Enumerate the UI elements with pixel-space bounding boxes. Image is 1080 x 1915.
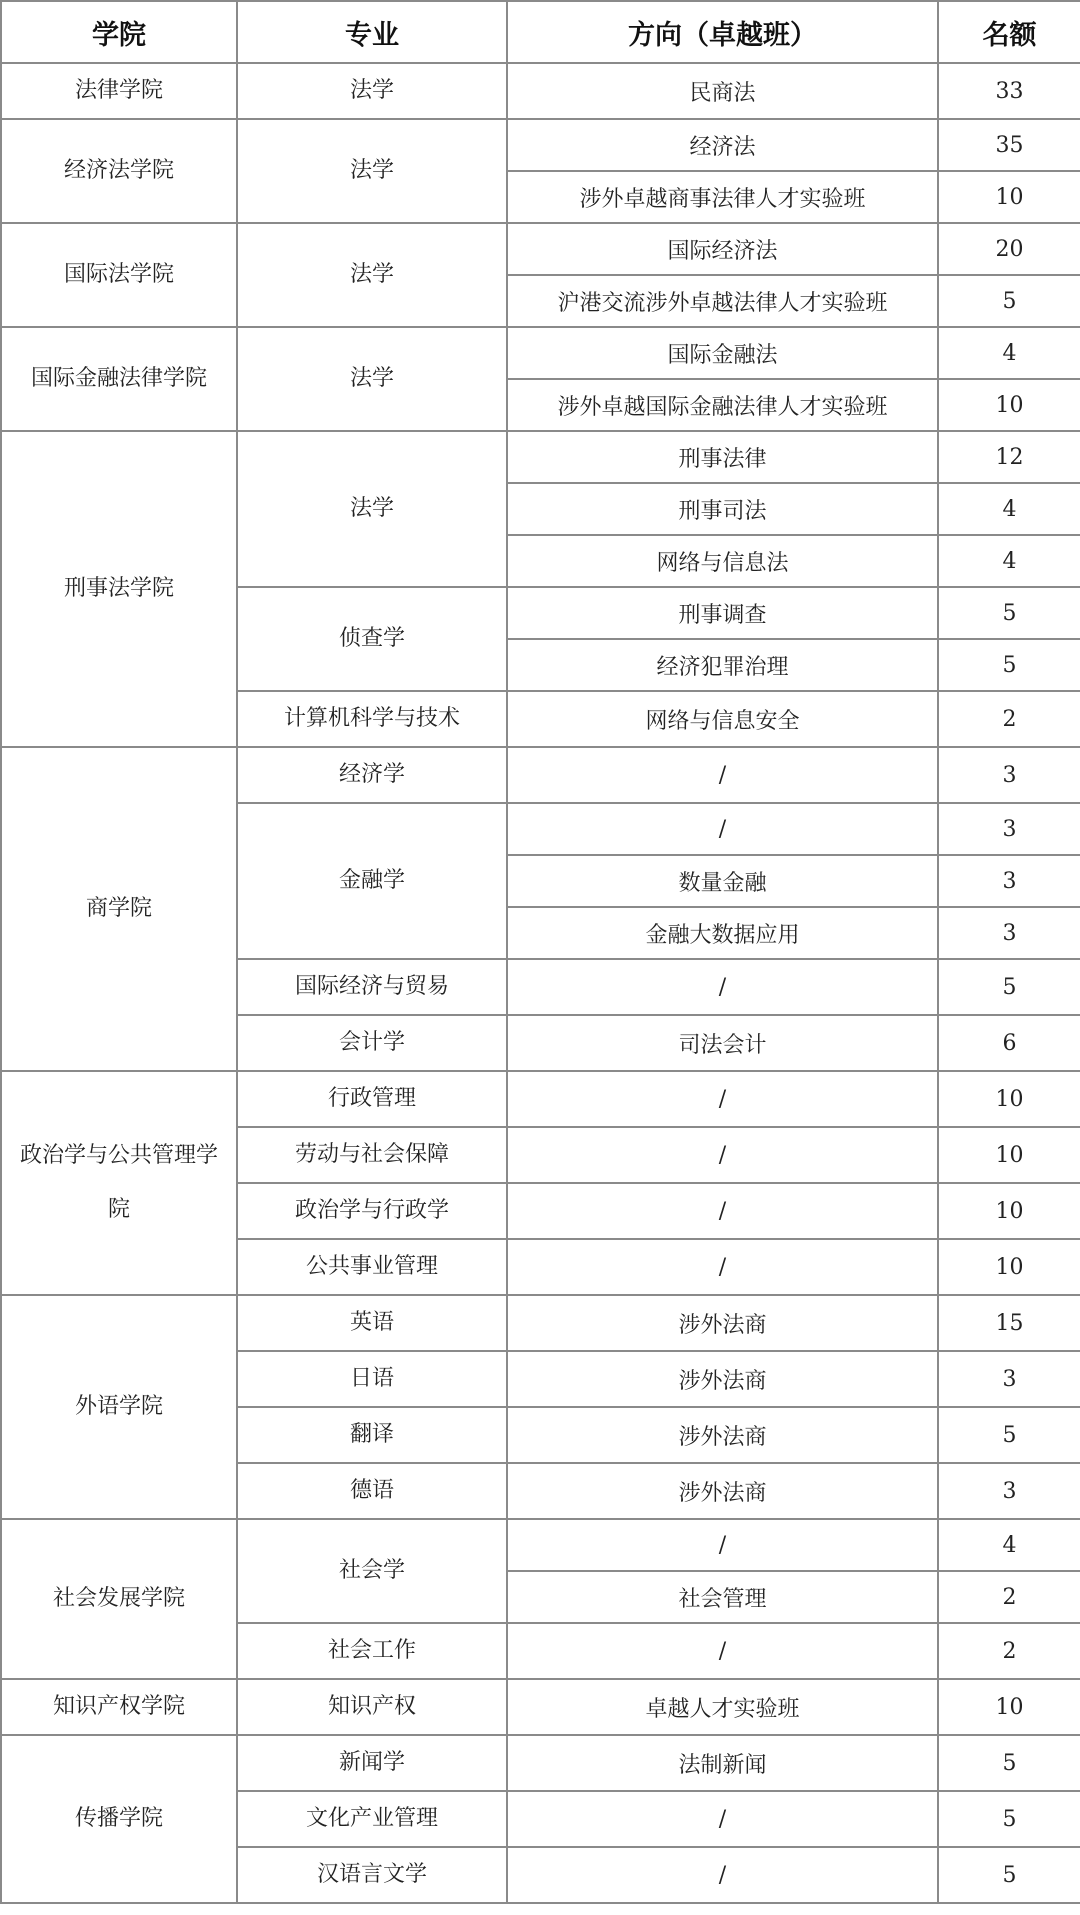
quota-cell: 5 bbox=[938, 1791, 1080, 1847]
quota-cell: 5 bbox=[938, 639, 1080, 691]
quota-cell: 15 bbox=[938, 1295, 1080, 1351]
direction-cell: 卓越人才实验班 bbox=[507, 1679, 938, 1735]
direction-cell: / bbox=[507, 803, 938, 855]
college-cell: 刑事法学院 bbox=[1, 431, 237, 747]
college-cell: 经济法学院 bbox=[1, 119, 237, 223]
quota-cell: 10 bbox=[938, 379, 1080, 431]
direction-cell: / bbox=[507, 1791, 938, 1847]
major-cell: 社会学 bbox=[237, 1519, 507, 1623]
header-college: 学院 bbox=[1, 1, 237, 63]
direction-cell: / bbox=[507, 747, 938, 803]
direction-cell: / bbox=[507, 1127, 938, 1183]
header-quota: 名额 bbox=[938, 1, 1080, 63]
college-cell: 政治学与公共管理学院 bbox=[1, 1071, 237, 1295]
direction-cell: 金融大数据应用 bbox=[507, 907, 938, 959]
major-cell: 社会工作 bbox=[237, 1623, 507, 1679]
quota-cell: 5 bbox=[938, 275, 1080, 327]
direction-cell: 经济犯罪治理 bbox=[507, 639, 938, 691]
table-row bbox=[1, 1679, 1080, 1735]
header-row bbox=[1, 1, 1080, 63]
table-row bbox=[1, 1295, 1080, 1351]
direction-cell: 涉外法商 bbox=[507, 1295, 938, 1351]
quota-cell: 10 bbox=[938, 1071, 1080, 1127]
major-cell: 会计学 bbox=[237, 1015, 507, 1071]
direction-cell: / bbox=[507, 1239, 938, 1295]
college-cell: 社会发展学院 bbox=[1, 1519, 237, 1679]
direction-cell: / bbox=[507, 1519, 938, 1571]
quota-cell: 20 bbox=[938, 223, 1080, 275]
table-row bbox=[1, 1735, 1080, 1791]
major-cell: 英语 bbox=[237, 1295, 507, 1351]
direction-cell: / bbox=[507, 1623, 938, 1679]
header-major: 专业 bbox=[237, 1, 507, 63]
major-cell: 法学 bbox=[237, 119, 507, 223]
major-cell: 法学 bbox=[237, 63, 507, 119]
quota-cell: 35 bbox=[938, 119, 1080, 171]
direction-cell: / bbox=[507, 1071, 938, 1127]
direction-cell: 数量金融 bbox=[507, 855, 938, 907]
major-cell: 计算机科学与技术 bbox=[237, 691, 507, 747]
quota-cell: 10 bbox=[938, 171, 1080, 223]
direction-cell: 涉外法商 bbox=[507, 1463, 938, 1519]
table-row bbox=[1, 119, 1080, 171]
direction-cell: 国际金融法 bbox=[507, 327, 938, 379]
quota-cell: 2 bbox=[938, 1571, 1080, 1623]
direction-cell: / bbox=[507, 959, 938, 1015]
college-cell: 商学院 bbox=[1, 747, 237, 1071]
major-cell: 德语 bbox=[237, 1463, 507, 1519]
quota-cell: 3 bbox=[938, 747, 1080, 803]
direction-cell: 网络与信息法 bbox=[507, 535, 938, 587]
quota-cell: 4 bbox=[938, 535, 1080, 587]
direction-cell: 经济法 bbox=[507, 119, 938, 171]
table-row bbox=[1, 431, 1080, 483]
direction-cell: / bbox=[507, 1847, 938, 1903]
college-cell: 法律学院 bbox=[1, 63, 237, 119]
quota-cell: 3 bbox=[938, 907, 1080, 959]
direction-cell: 网络与信息安全 bbox=[507, 691, 938, 747]
major-cell: 国际经济与贸易 bbox=[237, 959, 507, 1015]
major-cell: 公共事业管理 bbox=[237, 1239, 507, 1295]
quota-cell: 10 bbox=[938, 1679, 1080, 1735]
quota-cell: 4 bbox=[938, 327, 1080, 379]
quota-cell: 4 bbox=[938, 1519, 1080, 1571]
direction-cell: 法制新闻 bbox=[507, 1735, 938, 1791]
quota-cell: 5 bbox=[938, 1407, 1080, 1463]
direction-cell: 社会管理 bbox=[507, 1571, 938, 1623]
college-cell: 国际法学院 bbox=[1, 223, 237, 327]
quota-cell: 5 bbox=[938, 1847, 1080, 1903]
major-cell: 法学 bbox=[237, 223, 507, 327]
direction-cell: 涉外卓越商事法律人才实验班 bbox=[507, 171, 938, 223]
quota-cell: 3 bbox=[938, 855, 1080, 907]
table-row bbox=[1, 63, 1080, 119]
quota-cell: 10 bbox=[938, 1127, 1080, 1183]
quota-cell: 5 bbox=[938, 1735, 1080, 1791]
direction-cell: 刑事调查 bbox=[507, 587, 938, 639]
direction-cell: 沪港交流涉外卓越法律人才实验班 bbox=[507, 275, 938, 327]
major-cell: 劳动与社会保障 bbox=[237, 1127, 507, 1183]
table-row bbox=[1, 747, 1080, 803]
major-cell: 日语 bbox=[237, 1351, 507, 1407]
major-cell: 文化产业管理 bbox=[237, 1791, 507, 1847]
direction-cell: / bbox=[507, 1183, 938, 1239]
quota-cell: 4 bbox=[938, 483, 1080, 535]
major-cell: 法学 bbox=[237, 431, 507, 587]
quota-cell: 10 bbox=[938, 1183, 1080, 1239]
quota-cell: 3 bbox=[938, 803, 1080, 855]
major-cell: 行政管理 bbox=[237, 1071, 507, 1127]
table-row bbox=[1, 1071, 1080, 1127]
table-row bbox=[1, 1519, 1080, 1571]
quota-cell: 2 bbox=[938, 1623, 1080, 1679]
direction-cell: 刑事司法 bbox=[507, 483, 938, 535]
direction-cell: 刑事法律 bbox=[507, 431, 938, 483]
quota-cell: 12 bbox=[938, 431, 1080, 483]
direction-cell: 涉外卓越国际金融法律人才实验班 bbox=[507, 379, 938, 431]
major-cell: 汉语言文学 bbox=[237, 1847, 507, 1903]
quota-cell: 5 bbox=[938, 959, 1080, 1015]
direction-cell: 涉外法商 bbox=[507, 1351, 938, 1407]
quota-cell: 33 bbox=[938, 63, 1080, 119]
major-cell: 知识产权 bbox=[237, 1679, 507, 1735]
direction-cell: 司法会计 bbox=[507, 1015, 938, 1071]
college-cell: 国际金融法律学院 bbox=[1, 327, 237, 431]
quota-cell: 3 bbox=[938, 1463, 1080, 1519]
direction-cell: 国际经济法 bbox=[507, 223, 938, 275]
college-cell: 传播学院 bbox=[1, 1735, 237, 1903]
major-cell: 新闻学 bbox=[237, 1735, 507, 1791]
quota-cell: 6 bbox=[938, 1015, 1080, 1071]
header-direction: 方向（卓越班） bbox=[507, 1, 938, 63]
quota-cell: 5 bbox=[938, 587, 1080, 639]
college-cell: 知识产权学院 bbox=[1, 1679, 237, 1735]
table-row bbox=[1, 327, 1080, 379]
college-cell: 外语学院 bbox=[1, 1295, 237, 1519]
direction-cell: 涉外法商 bbox=[507, 1407, 938, 1463]
major-cell: 侦查学 bbox=[237, 587, 507, 691]
table-row bbox=[1, 223, 1080, 275]
direction-cell: 民商法 bbox=[507, 63, 938, 119]
major-cell: 经济学 bbox=[237, 747, 507, 803]
quota-cell: 3 bbox=[938, 1351, 1080, 1407]
quota-cell: 2 bbox=[938, 691, 1080, 747]
major-cell: 政治学与行政学 bbox=[237, 1183, 507, 1239]
major-cell: 金融学 bbox=[237, 803, 507, 959]
quota-cell: 10 bbox=[938, 1239, 1080, 1295]
major-cell: 翻译 bbox=[237, 1407, 507, 1463]
major-cell: 法学 bbox=[237, 327, 507, 431]
